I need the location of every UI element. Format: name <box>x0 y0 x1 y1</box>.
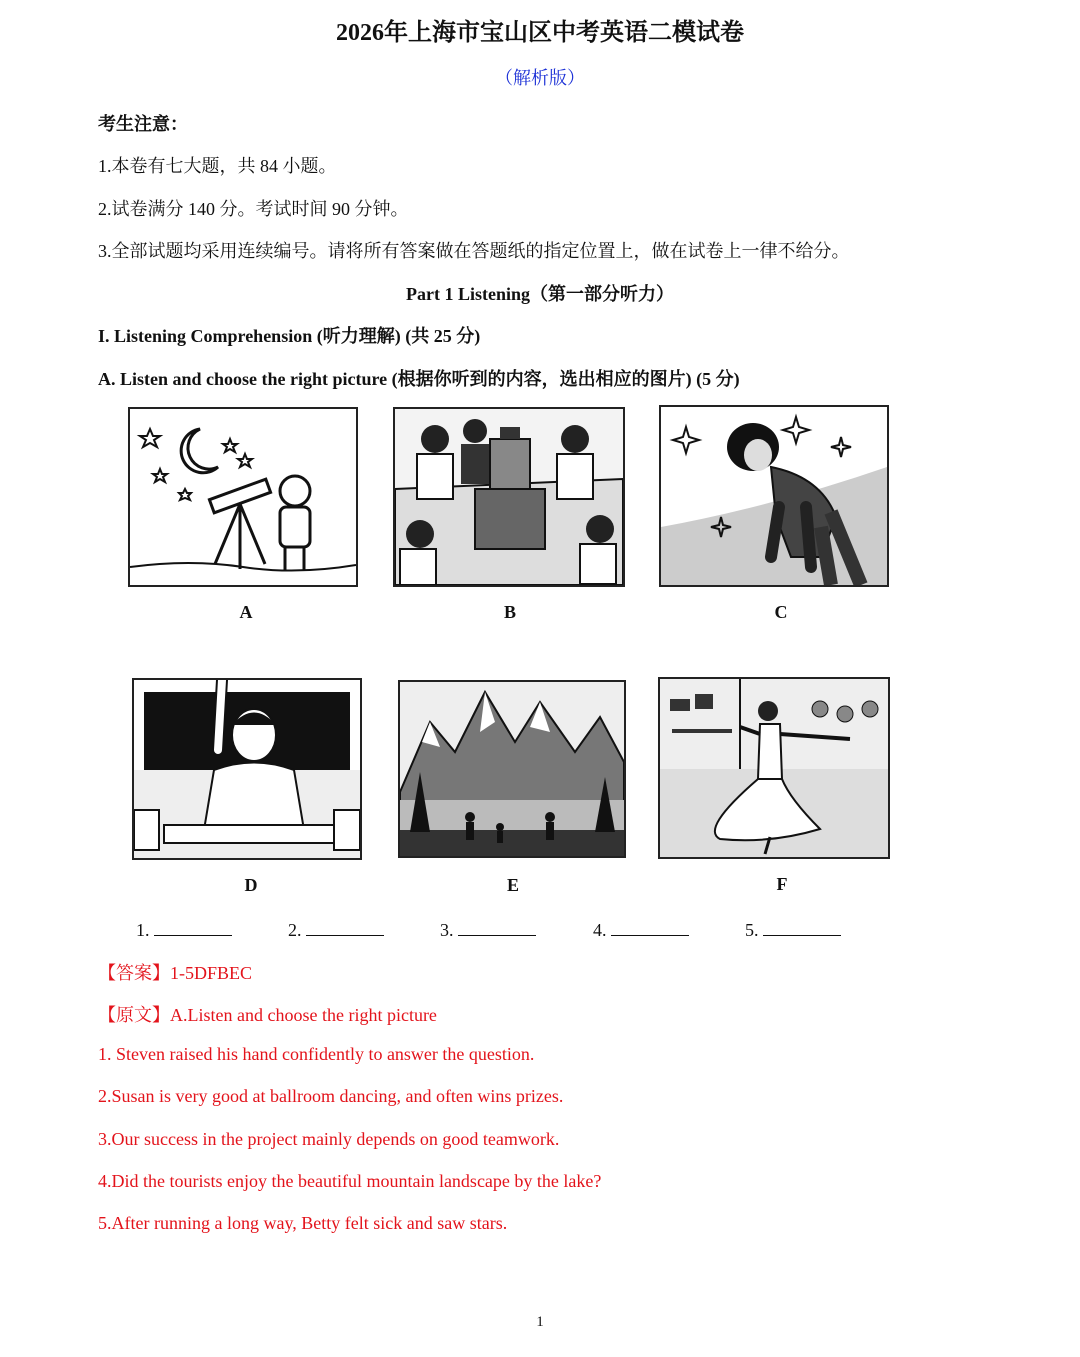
blank-number: 1. <box>136 920 150 940</box>
answer-blank-5[interactable] <box>745 917 841 941</box>
picture-label-c: C <box>774 602 788 622</box>
blank-number: 2. <box>288 920 302 940</box>
answer-blank-2[interactable] <box>288 917 384 941</box>
blank-line <box>611 917 689 936</box>
notice-item-3: 3.全部试题均采用连续编号。请将所有答案做在答题纸的指定位置上，做在试卷上一律不给分。 <box>98 241 850 261</box>
picture-a <box>128 407 358 587</box>
script-sentence-5: 5.After running a long way, Betty felt sick and saw stars. <box>98 1213 508 1233</box>
picture-label-b: B <box>503 602 516 622</box>
script-sentence-3: 3.Our success in the project mainly depends on good teamwork. <box>98 1129 560 1149</box>
answer-value: 1-5DFBEC <box>170 963 253 983</box>
notice-item-1: 1.本卷有七大题，共 84 小题。 <box>98 156 337 176</box>
answer-blank-3[interactable] <box>440 917 536 941</box>
script-sentence-4: 4.Did the tourists enjoy the beautiful mountain landscape by the lake? <box>98 1171 602 1191</box>
blank-number: 4. <box>593 920 607 940</box>
blank-number: 5. <box>745 920 759 940</box>
picture-d <box>132 678 362 860</box>
picture-label-e: E <box>506 875 519 895</box>
answer-blank-1[interactable] <box>136 917 232 941</box>
picture-b <box>393 407 625 587</box>
team-meeting-icon <box>395 409 623 585</box>
notice-heading: 考生注意： <box>98 114 188 134</box>
answer-blank-4[interactable] <box>593 917 689 941</box>
script-sentence-1: 1. Steven raised his hand confidently to answer the question. <box>98 1044 535 1064</box>
stargazing-boy-icon <box>130 409 356 585</box>
tired-woman-stars-icon <box>661 407 887 585</box>
blank-line <box>458 917 536 936</box>
page-subtitle: （解析版） <box>495 68 585 88</box>
picture-label-a: A <box>239 602 253 622</box>
part-heading: Part 1 Listening（第一部分听力） <box>406 284 674 304</box>
boy-raising-hand-icon <box>134 680 360 858</box>
script-line <box>98 1001 437 1027</box>
picture-label-f: F <box>776 874 788 894</box>
script-sentence-2: 2.Susan is very good at ballroom dancing, and often wins prizes. <box>98 1086 564 1106</box>
answer-line <box>98 959 252 985</box>
subsection-heading: A. Listen and choose the right picture (根据你听到的内容，选出相应的图片) (5 分) <box>98 369 740 389</box>
blank-number: 3. <box>440 920 454 940</box>
picture-label-d: D <box>244 875 258 895</box>
notice-item-2: 2.试卷满分 140 分。考试时间 90 分钟。 <box>98 199 409 219</box>
script-label: 【原文】 <box>98 1005 170 1025</box>
picture-c <box>659 405 889 587</box>
mountain-lake-icon <box>400 682 624 856</box>
page-number: 1 <box>536 1314 544 1330</box>
blank-line <box>306 917 384 936</box>
blank-line <box>763 917 841 936</box>
page-title: 2026年上海市宝山区中考英语二模试卷 <box>336 20 744 46</box>
script-title: A.Listen and choose the right picture <box>170 1005 437 1025</box>
blank-line <box>154 917 232 936</box>
section-heading: I. Listening Comprehension (听力理解) (共 25 分) <box>98 326 481 346</box>
picture-f <box>658 677 890 859</box>
answer-label: 【答案】 <box>98 963 170 983</box>
ballroom-dancer-icon <box>660 679 888 857</box>
picture-e <box>398 680 626 858</box>
